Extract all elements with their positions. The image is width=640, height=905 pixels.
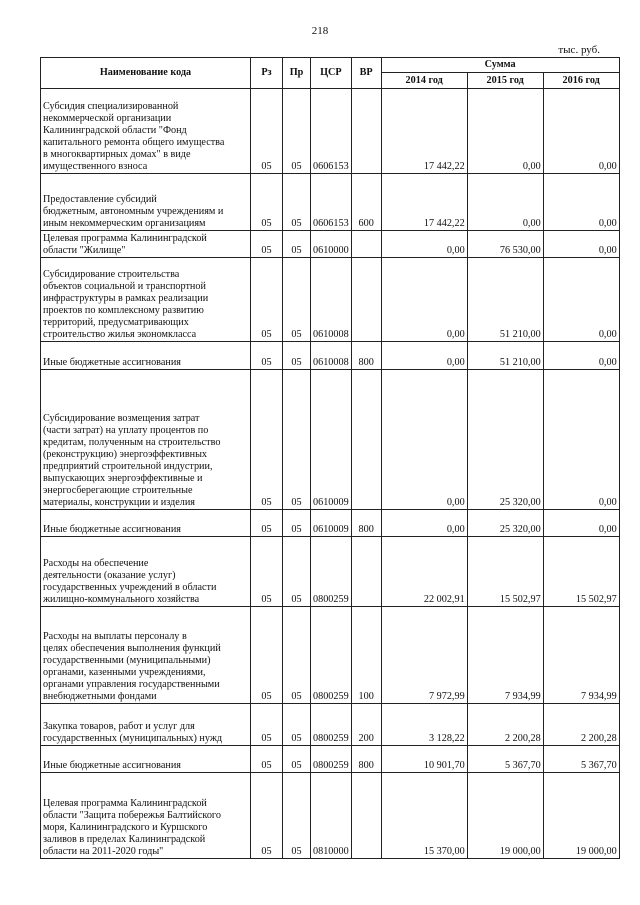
cell-y2014: 17 442,22 <box>381 174 467 231</box>
cell-y2014: 0,00 <box>381 342 467 370</box>
cell-vr <box>351 258 381 342</box>
cell-name: Целевая программа Калининградской области "Жилище" <box>41 231 251 258</box>
cell-pr: 05 <box>283 342 311 370</box>
cell-csr: 0606153 <box>311 174 352 231</box>
cell-rz: 05 <box>251 510 283 537</box>
header-csr: ЦСР <box>311 58 352 89</box>
cell-name: Расходы на обеспечение деятельности (оказание услуг) государственных учреждений в области жилищно-коммунального хозяйства <box>41 537 251 607</box>
cell-rz: 05 <box>251 537 283 607</box>
cell-pr: 05 <box>283 258 311 342</box>
header-2014: 2014 год <box>381 73 467 89</box>
table-row <box>41 510 620 537</box>
cell-pr: 05 <box>283 746 311 773</box>
cell-vr: 100 <box>351 607 381 704</box>
cell-rz: 05 <box>251 174 283 231</box>
cell-pr: 05 <box>283 773 311 859</box>
cell-y2015: 51 210,00 <box>467 342 543 370</box>
cell-csr: 0800259 <box>311 537 352 607</box>
table-row <box>41 258 620 342</box>
table-row <box>41 174 620 231</box>
cell-y2016: 0,00 <box>543 370 619 510</box>
cell-csr: 0610008 <box>311 342 352 370</box>
header-vr: ВР <box>351 58 381 89</box>
cell-rz: 05 <box>251 342 283 370</box>
cell-y2014: 7 972,99 <box>381 607 467 704</box>
page-number: 218 <box>311 25 329 37</box>
cell-y2014: 0,00 <box>381 370 467 510</box>
cell-name: Субсидирование строительства объектов социальной и транспортной инфраструктуры в рамках реализации проектов по комплексному развитию территорий, предусматривающих строительство жилья экономкласса <box>41 258 251 342</box>
cell-vr: 600 <box>351 174 381 231</box>
cell-y2014: 0,00 <box>381 231 467 258</box>
table-row <box>41 746 620 773</box>
cell-y2015: 51 210,00 <box>467 258 543 342</box>
cell-name: Иные бюджетные ассигнования <box>41 342 251 370</box>
cell-name: Закупка товаров, работ и услуг для государственных (муниципальных) нужд <box>41 704 251 746</box>
cell-vr <box>351 231 381 258</box>
cell-pr: 05 <box>283 231 311 258</box>
cell-rz: 05 <box>251 89 283 174</box>
cell-csr: 0610008 <box>311 258 352 342</box>
cell-y2015: 76 530,00 <box>467 231 543 258</box>
header-rz: Рз <box>251 58 283 89</box>
cell-vr: 800 <box>351 746 381 773</box>
cell-y2016: 0,00 <box>543 258 619 342</box>
cell-y2014: 0,00 <box>381 258 467 342</box>
cell-name: Субсидирование возмещения затрат (части затрат) на уплату процентов по кредитам, полученным на строительство (реконструкцию) энергоэффективных предприятий строительной индустрии, выпускающих энергоэффективные и энергосберегающие строительные материалы, конструкции и изделия <box>41 370 251 510</box>
cell-vr: 800 <box>351 342 381 370</box>
cell-y2016: 0,00 <box>543 89 619 174</box>
cell-csr: 0610009 <box>311 510 352 537</box>
table-row <box>41 773 620 859</box>
cell-vr: 800 <box>351 510 381 537</box>
cell-y2015: 0,00 <box>467 174 543 231</box>
cell-y2015: 2 200,28 <box>467 704 543 746</box>
header-pr: Пр <box>283 58 311 89</box>
header-name: Наименование кода <box>41 58 251 89</box>
cell-rz: 05 <box>251 370 283 510</box>
table-row <box>41 607 620 704</box>
table-row <box>41 704 620 746</box>
cell-name: Иные бюджетные ассигнования <box>41 510 251 537</box>
cell-pr: 05 <box>283 174 311 231</box>
cell-rz: 05 <box>251 258 283 342</box>
table-body <box>41 89 620 859</box>
cell-y2016: 7 934,99 <box>543 607 619 704</box>
cell-y2016: 5 367,70 <box>543 746 619 773</box>
cell-csr: 0800259 <box>311 607 352 704</box>
header-sum: Сумма <box>381 58 619 73</box>
cell-y2014: 3 128,22 <box>381 704 467 746</box>
cell-csr: 0800259 <box>311 746 352 773</box>
table-row <box>41 342 620 370</box>
cell-csr: 0610000 <box>311 231 352 258</box>
cell-y2015: 15 502,97 <box>467 537 543 607</box>
table-row <box>41 231 620 258</box>
cell-y2016: 0,00 <box>543 342 619 370</box>
cell-vr <box>351 89 381 174</box>
cell-vr: 200 <box>351 704 381 746</box>
cell-y2016: 2 200,28 <box>543 704 619 746</box>
cell-rz: 05 <box>251 607 283 704</box>
cell-y2016: 15 502,97 <box>543 537 619 607</box>
table-header <box>41 58 620 89</box>
cell-y2016: 0,00 <box>543 231 619 258</box>
cell-y2015: 7 934,99 <box>467 607 543 704</box>
cell-pr: 05 <box>283 89 311 174</box>
cell-vr <box>351 370 381 510</box>
table-row <box>41 370 620 510</box>
cell-y2014: 0,00 <box>381 510 467 537</box>
cell-vr <box>351 773 381 859</box>
cell-y2016: 0,00 <box>543 510 619 537</box>
cell-pr: 05 <box>283 370 311 510</box>
cell-csr: 0606153 <box>311 89 352 174</box>
cell-y2016: 0,00 <box>543 174 619 231</box>
cell-rz: 05 <box>251 231 283 258</box>
budget-table <box>40 57 620 859</box>
cell-csr: 0800259 <box>311 704 352 746</box>
table-row <box>41 89 620 174</box>
cell-rz: 05 <box>251 746 283 773</box>
cell-y2014: 15 370,00 <box>381 773 467 859</box>
cell-name: Субсидия специализированной некоммерческой организации Калининградской области "Фонд капитального ремонта общего имущества в многоквартирных домах" в виде имущественного взноса <box>41 89 251 174</box>
cell-pr: 05 <box>283 704 311 746</box>
cell-name: Предоставление субсидий бюджетным, автономным учреждениям и иным некоммерческим организациям <box>41 174 251 231</box>
cell-name: Расходы на выплаты персоналу в целях обеспечения выполнения функций государственными (муниципальными) органами, казенными учреждениями, органами управления государственными внебюджетными фондами <box>41 607 251 704</box>
cell-y2015: 19 000,00 <box>467 773 543 859</box>
cell-y2014: 22 002,91 <box>381 537 467 607</box>
cell-y2015: 25 320,00 <box>467 370 543 510</box>
cell-name: Целевая программа Калининградской области "Защита побережья Балтийского моря, Калининградского и Куршского заливов в пределах Калининградской области на 2011-2020 годы" <box>41 773 251 859</box>
header-2015: 2015 год <box>467 73 543 89</box>
cell-pr: 05 <box>283 510 311 537</box>
cell-pr: 05 <box>283 537 311 607</box>
cell-rz: 05 <box>251 704 283 746</box>
cell-y2014: 17 442,22 <box>381 89 467 174</box>
cell-name: Иные бюджетные ассигнования <box>41 746 251 773</box>
cell-y2015: 5 367,70 <box>467 746 543 773</box>
cell-y2016: 19 000,00 <box>543 773 619 859</box>
units-label: тыс. руб. <box>558 44 600 56</box>
cell-y2015: 0,00 <box>467 89 543 174</box>
cell-csr: 0610009 <box>311 370 352 510</box>
table-row <box>41 537 620 607</box>
header-2016: 2016 год <box>543 73 619 89</box>
cell-pr: 05 <box>283 607 311 704</box>
cell-y2014: 10 901,70 <box>381 746 467 773</box>
cell-vr <box>351 537 381 607</box>
cell-csr: 0810000 <box>311 773 352 859</box>
cell-rz: 05 <box>251 773 283 859</box>
cell-y2015: 25 320,00 <box>467 510 543 537</box>
